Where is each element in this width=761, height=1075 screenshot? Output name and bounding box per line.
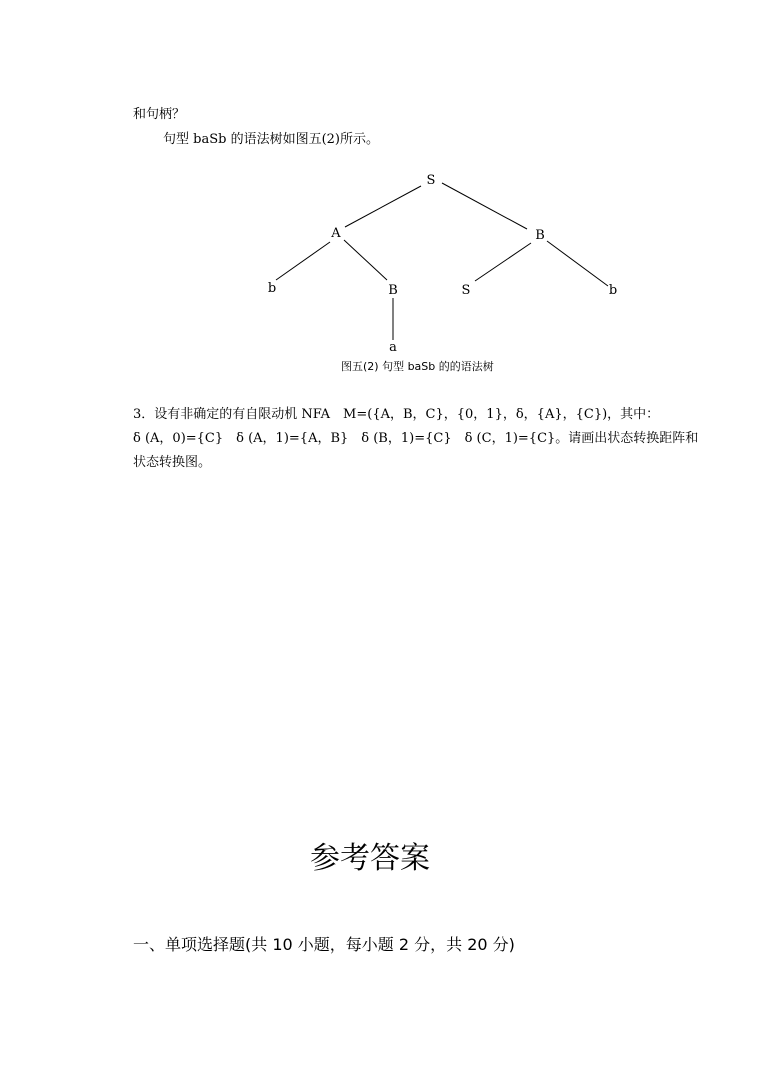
- tree-leaf-s: S: [461, 283, 471, 298]
- text-line-2: 句型 baSb 的语法树如图五(2)所示。: [163, 132, 379, 147]
- tree-node-b-right: B: [535, 228, 545, 243]
- edge-b-s: [475, 243, 531, 281]
- tree-node-b-mid: B: [388, 283, 398, 298]
- tree-leaf-a: a: [389, 340, 397, 355]
- edge-s-a: [345, 186, 421, 227]
- tree-node-s-root: S: [426, 173, 436, 188]
- section-heading: 一、单项选择题(共 10 小题，每小题 2 分，共 20 分): [133, 935, 515, 954]
- edge-b-b2: [547, 241, 608, 286]
- figure-caption: 图五(2) 句型 baSb 的的语法树: [341, 360, 494, 373]
- question-3-line-2: δ (A，0)={C} δ (A，1)={A，B} δ (B，1)={C} δ (C，1)={C}。请画出状态转换距阵和: [133, 431, 699, 446]
- edge-a-b: [344, 240, 387, 280]
- answer-title: 参考答案: [310, 841, 430, 876]
- edge-s-b: [442, 183, 527, 229]
- tree-leaf-b-right: b: [608, 283, 618, 298]
- question-3-line-1: 3．设有非确定的有自限动机 NFA M=({A，B，C}，{0，1}，δ，{A}，{C})，其中：: [133, 407, 660, 422]
- edge-a-b1: [276, 242, 330, 280]
- question-3-line-3: 状态转换图。: [133, 455, 212, 470]
- tree-node-a: A: [331, 226, 341, 241]
- text-line-1: 和句柄？: [133, 107, 186, 122]
- tree-leaf-b-left: b: [267, 281, 277, 296]
- syntax-tree-diagram: [0, 0, 761, 400]
